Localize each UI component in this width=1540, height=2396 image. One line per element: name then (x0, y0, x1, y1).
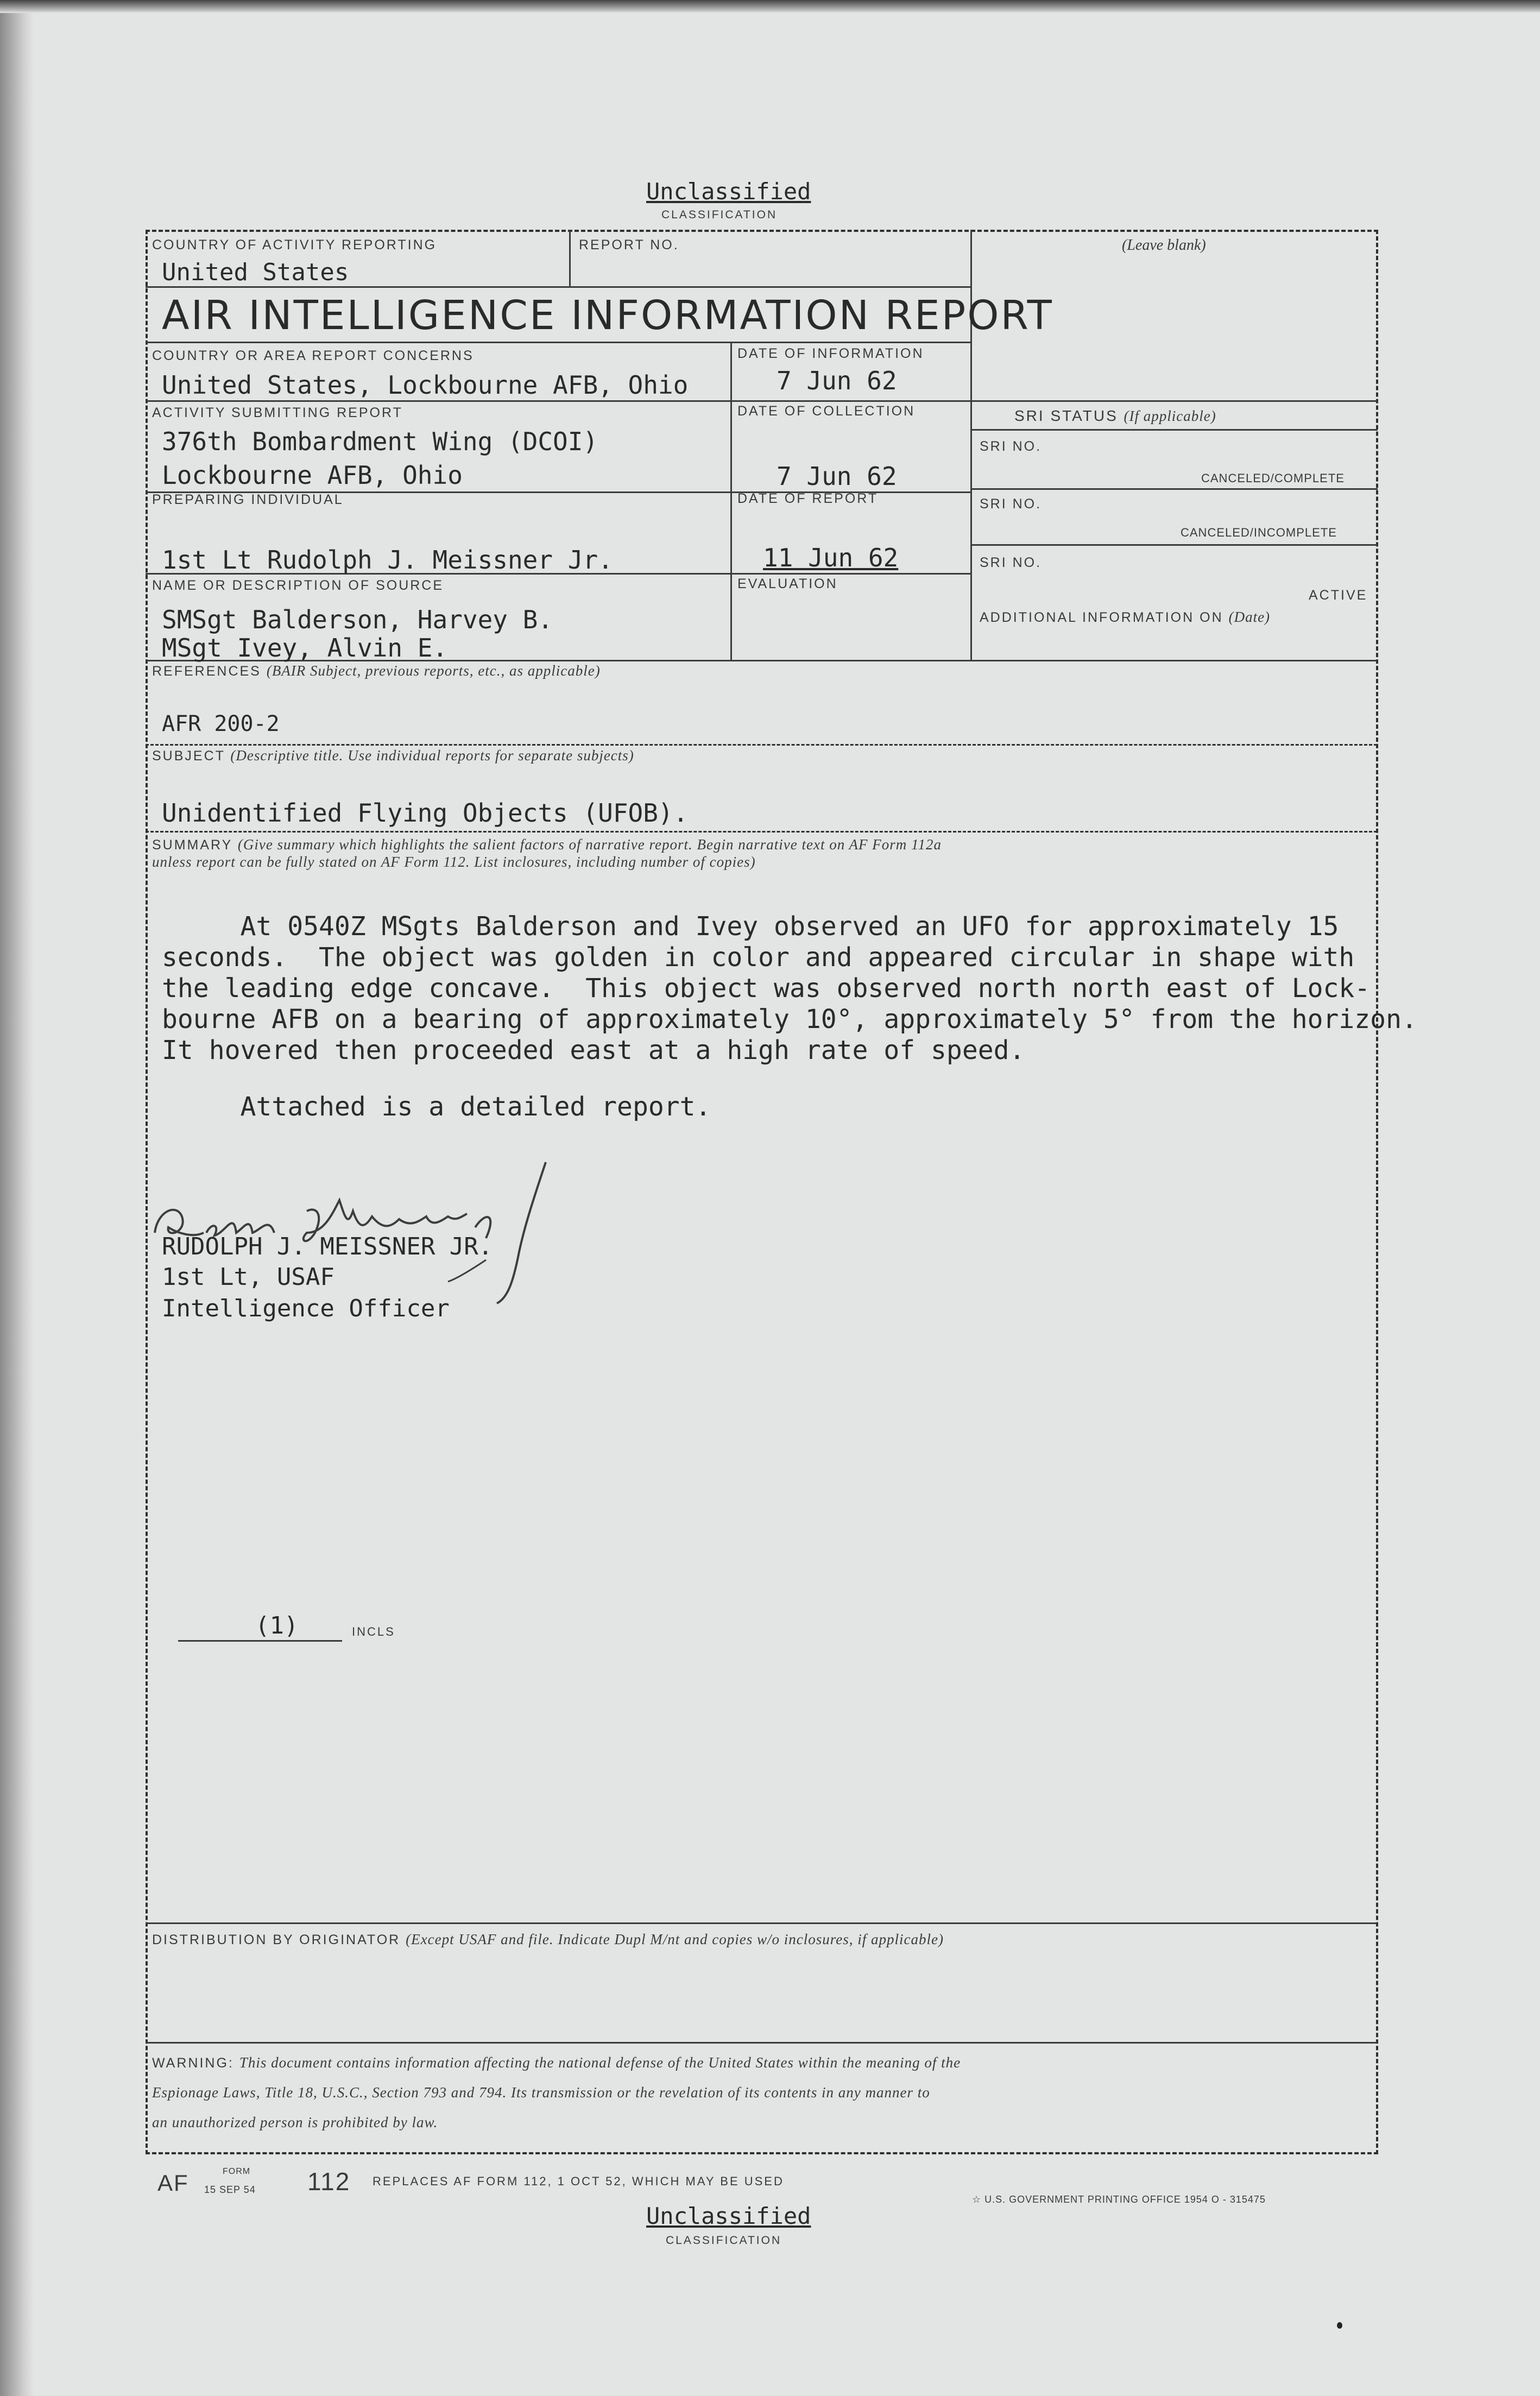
inclosure-count: (1) (255, 1612, 299, 1640)
activity-label: ACTIVITY SUBMITTING REPORT (152, 405, 403, 420)
sri-status-label: SRI STATUS (If applicable) (1014, 407, 1216, 424)
sri-active: ACTIVE (1309, 588, 1368, 603)
footer-form-number: 112 (307, 2167, 351, 2196)
signer-rank: 1st Lt, USAF (162, 1263, 334, 1291)
signer-title: Intelligence Officer (162, 1295, 450, 1322)
summary-label: SUMMARY (Give summary which highlights the salient factors of narrative report. Begin narrative text on AF Form 112a (152, 836, 942, 853)
classification-top: Unclassified (646, 178, 811, 205)
sri-canceled-complete: CANCELED/COMPLETE (1201, 471, 1345, 485)
date-collection-label: DATE OF COLLECTION (737, 403, 916, 419)
classification-top-label: CLASSIFICATION (661, 209, 778, 221)
distribution-label: DISTRIBUTION BY ORIGINATOR (Except USAF and file. Indicate Dupl M/nt and copies w/o inclosures, if applicable) (152, 1931, 944, 1947)
preparing-label: PREPARING INDIVIDUAL (152, 492, 344, 507)
footer-form-date: 15 SEP 54 (204, 2184, 256, 2195)
warning-line2: Espionage Laws, Title 18, U.S.C., Section 793 and 794. Its transmission or the revelation of its contents in any manner to (152, 2084, 930, 2101)
footer-af: AF (157, 2170, 189, 2196)
scan-edge-left (0, 0, 34, 2396)
source-label: NAME OR DESCRIPTION OF SOURCE (152, 578, 444, 593)
ink-speck (1337, 2322, 1342, 2329)
evaluation-label: EVALUATION (737, 576, 838, 591)
country-value: United States (162, 258, 349, 286)
subject-label: SUBJECT (Descriptive title. Use individual reports for separate subjects) (152, 747, 634, 764)
report-no-label: REPORT NO. (579, 237, 679, 253)
sri-canceled-incomplete: CANCELED/INCOMPLETE (1181, 526, 1337, 539)
preparing-value: 1st Lt Rudolph J. Meissner Jr. (162, 545, 613, 575)
divider-report-no (569, 230, 571, 287)
narrative-line: It hovered then proceeded east at a high rate of speed. (162, 1035, 1025, 1065)
narrative-line: At 0540Z MSgts Balderson and Ivey observed an UFO for approximately 15 (162, 911, 1339, 942)
line-under-area (146, 400, 1377, 402)
footer-form-word: FORM (223, 2167, 251, 2176)
frame-right (1376, 230, 1378, 2154)
date-collection-value: 7 Jun 62 (777, 462, 897, 491)
footer-printing-office: ☆ U.S. GOVERNMENT PRINTING OFFICE 1954 O - 315475 (972, 2194, 1266, 2205)
line-under-subject (146, 831, 1377, 833)
line-under-references (146, 744, 1377, 746)
classification-bottom-label: CLASSIFICATION (666, 2234, 782, 2247)
activity-line1: 376th Bombardment Wing (DCOI) (162, 427, 598, 456)
date-report-label: DATE OF REPORT (737, 491, 879, 506)
warning-line3: an unauthorized person is prohibited by law. (152, 2114, 438, 2130)
area-value: United States, Lockbourne AFB, Ohio (162, 370, 689, 400)
line-under-sri-status (970, 429, 1378, 431)
line-above-distribution (146, 1922, 1377, 1924)
footer-replaces: REPLACES AF FORM 112, 1 OCT 52, WHICH MAY BE USED (373, 2174, 784, 2188)
inclosure-blank-line (178, 1640, 342, 1642)
divider-date-column (730, 342, 732, 661)
narrative-line: seconds. The object was golden in color and appeared circular in shape with (162, 942, 1355, 973)
leave-blank-note: (Leave blank) (1122, 237, 1206, 254)
country-label: COUNTRY OF ACTIVITY REPORTING (152, 237, 437, 253)
line-under-title (146, 342, 970, 343)
line-under-country (146, 286, 970, 288)
references-value: AFR 200-2 (162, 711, 280, 736)
line-under-sri1 (970, 488, 1378, 490)
line-under-sri2 (970, 544, 1378, 546)
narrative-line: the leading edge concave. This object was observed north north east of Lock- (162, 973, 1371, 1004)
line-above-warning (146, 2042, 1377, 2044)
subject-value: Unidentified Flying Objects (UFOB). (162, 798, 689, 828)
date-report-value: 11 Jun 62 (763, 543, 899, 572)
frame-top (146, 230, 1378, 232)
scan-edge-top (0, 0, 1540, 13)
signer-name: RUDOLPH J. MEISSNER JR. (162, 1233, 493, 1260)
summary-note-line2: unless report can be fully stated on AF Form 112. List inclosures, including number of copies) (152, 854, 756, 870)
sri-additional-info: ADDITIONAL INFORMATION ON (Date) (980, 609, 1271, 625)
source-line1: SMSgt Balderson, Harvey B. (162, 605, 553, 634)
date-info-label: DATE OF INFORMATION (737, 346, 924, 361)
sri-no-2: SRI NO. (980, 496, 1042, 512)
form-title: AIR INTELLIGENCE INFORMATION REPORT (162, 292, 1053, 339)
date-info-value: 7 Jun 62 (777, 366, 897, 395)
narrative-line: bourne AFB on a bearing of approximately 10°, approximately 5° from the horizon. (162, 1004, 1417, 1035)
summary-narrative (162, 911, 1417, 1066)
sri-no-1: SRI NO. (980, 439, 1042, 454)
frame-bottom (146, 2152, 1378, 2154)
source-line2: MSgt Ivey, Alvin E. (162, 633, 448, 663)
references-label: REFERENCES (BAIR Subject, previous reports, etc., as applicable) (152, 663, 601, 679)
classification-bottom: Unclassified (646, 2203, 811, 2229)
activity-line2: Lockbourne AFB, Ohio (162, 461, 463, 490)
attached-note: Attached is a detailed report. (162, 1092, 711, 1122)
inclosure-label: INCLS (352, 1625, 395, 1638)
area-label: COUNTRY OR AREA REPORT CONCERNS (152, 348, 474, 363)
warning-label: WARNING: This document contains information affecting the national defense of the United States within the meaning of the (152, 2054, 961, 2071)
sri-no-3: SRI NO. (980, 555, 1042, 570)
